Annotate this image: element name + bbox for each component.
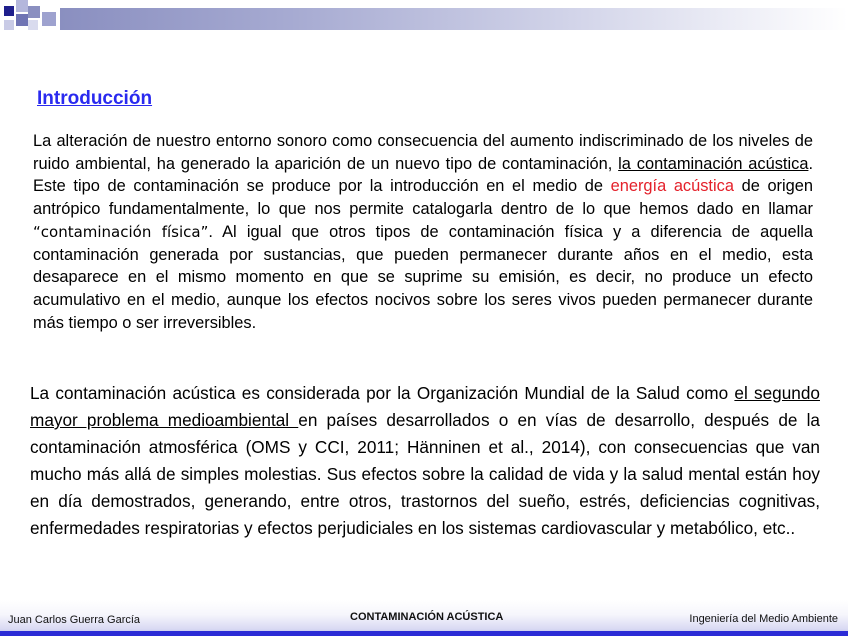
para1-text-1: La alteración de nuestro entorno sonoro como consecuencia del aumento indiscriminado de los niveles de ruido ambiental, ha generado la aparición de un nuevo tipo de contaminación, [33, 132, 813, 173]
para1-underlined-term: la contaminación acústica [618, 154, 809, 173]
footer-subject: Ingeniería del Medio Ambiente [689, 613, 838, 625]
para2-text-1: La contaminación acústica es considerada por la Organización Mundial de la Salud como [30, 383, 735, 403]
para1-quoted-term: “contaminación física” [33, 222, 209, 241]
decorative-squares-icon [0, 0, 60, 40]
slide-title: Introducción [37, 88, 153, 109]
para1-highlight-term: energía acústica [610, 177, 734, 196]
footer-topic: CONTAMINACIÓN ACÚSTICA [350, 611, 504, 623]
footer-author: Juan Carlos Guerra García [8, 614, 141, 626]
para1-text-3: de origen antrópico fundamentalmente, lo que nos permite catalogarla dentro de lo que hemos dado en llamar [33, 177, 814, 219]
para2-text-2: en países desarrollados o en vías de desarrollo, después de la contaminación atmosférica (OMS y CCI, 2011; Hänninen et al., 2014), con consecuencias que van mucho más allá de simples molestias. Sus efectos sobre la calidad de vida y la salud mental están hoy en día demostrados, generando, entre otros, trastornos del sueño, estrés, deficiencias cognitivas, enfermedades respiratorias y efectos perjudiciales en los sistemas cardiovascular y metabólico, etc.. [30, 410, 820, 538]
para1-text-2: . Este tipo de contaminación se produce por la introducción en el medio de [33, 154, 813, 196]
top-decoration [0, 0, 848, 40]
slide-footer [0, 600, 848, 636]
para2-underlined-term: el segundo mayor problema medioambiental [30, 383, 820, 430]
intro-paragraph [33, 130, 813, 334]
para1-text-4: . Al igual que otros tipos de contaminación física y a diferencia de aquella contaminación generada por sustancias, que pueden permanecer durante años en el medio, esta desaparece en el mismo momento en que se suprime su emisión, es decir, no produce un efecto acumulativo en el medio, aunque los efectos nocivos sobre los seres vivos pueden permanecer durante más tiempo o ser irreversibles. [33, 222, 813, 332]
footer-line [0, 631, 848, 636]
top-gradient-bar [60, 8, 848, 30]
who-paragraph [30, 380, 820, 542]
